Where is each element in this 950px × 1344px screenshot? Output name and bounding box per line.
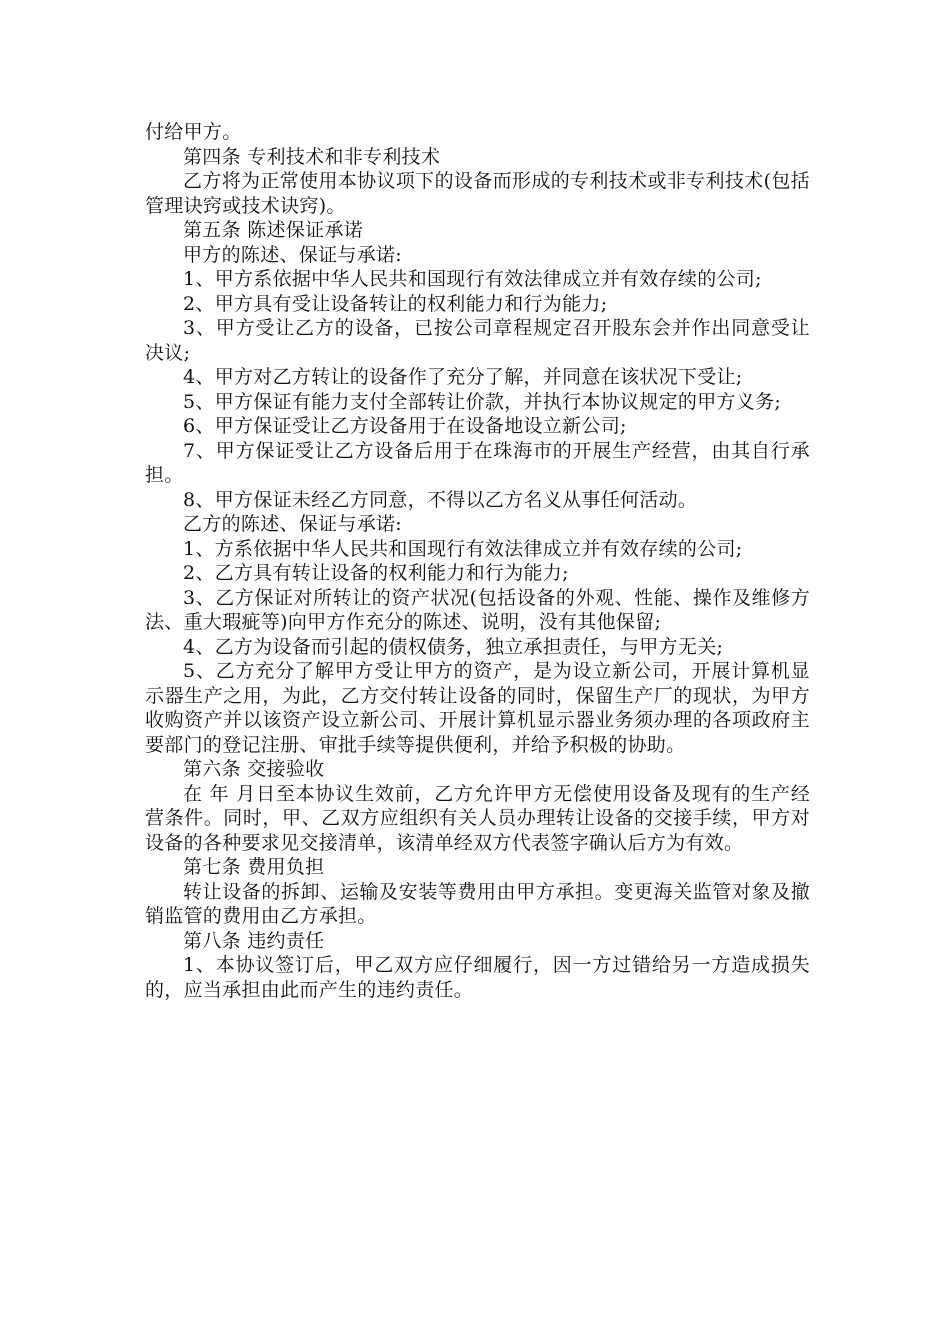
list-item: 1、方系依据中华人民共和国现行有效法律成立并有效存续的公司; [183, 537, 743, 560]
section-heading-article-7: 第七条 费用负担 [183, 856, 325, 878]
list-item: 1、甲方系依据中华人民共和国现行有效法律成立并有效存续的公司; [183, 268, 762, 290]
list-item: 6、甲方保证受让乙方设备用于在设备地设立新公司; [183, 415, 627, 437]
list-item: 4、甲方对乙方转让的设备作了充分了解，并同意在该状况下受让; [183, 366, 743, 388]
list-item: 1、本协议签订后，甲乙双方应仔细履行，因一方过错给另一方造成损失的，应当承担由此而产生的违约责任。 [145, 954, 810, 1001]
list-item: 5、乙方充分了解甲方受让甲方的资产，是为设立新公司，开展计算机显示器生产之用，为此，乙方交付转让设备的同时，保留生产厂的现状，为甲方收购资产并以该资产设立新公司、开展计算机显示器业务须办理的各项政府主要部门的登记注册、审批手续等提供便利，并给予积极的协助。 [145, 660, 810, 756]
paragraph: 转让设备的拆卸、运输及安装等费用由甲方承担。变更海关监管对象及撤销监管的费用由乙方承担。 [145, 880, 810, 927]
list-item: 3、甲方受让乙方的设备，已按公司章程规定召开股东会并作出同意受让决议; [145, 317, 810, 364]
paragraph: 在 年 月日至本协议生效前，乙方允许甲方无偿使用设备及现有的生产经营条件。同时，甲、乙双方应组织有关人员办理转让设备的交接手续，甲方对设备的各种要求见交接清单，该清单经双方代表签字确认后方为有效。 [145, 782, 810, 854]
list-item: 7、甲方保证受让乙方设备后用于在珠海市的开展生产经营，由其自行承担。 [145, 439, 810, 486]
subheading-party-a: 甲方的陈述、保证与承诺: [183, 243, 403, 266]
list-item: 5、甲方保证有能力支付全部转让价款，并执行本协议规定的甲方义务; [183, 390, 782, 413]
list-item: 3、乙方保证对所转让的资产状况(包括设备的外观、性能、操作及维修方法、重大瑕疵等)向甲方作充分的陈述、说明，没有其他保留; [145, 586, 810, 633]
section-heading-article-6: 第六条 交接验收 [183, 758, 325, 780]
list-item: 8、甲方保证未经乙方同意，不得以乙方名义从事任何活动。 [183, 488, 698, 511]
list-item: 2、乙方具有转让设备的权利能力和行为能力; [183, 562, 569, 584]
list-item: 2、甲方具有受让设备转让的权利能力和行为能力; [183, 292, 608, 315]
list-item: 4、乙方为设备而引起的债权债务，独立承担责任，与甲方无关; [183, 635, 724, 658]
section-heading-article-5: 第五条 陈述保证承诺 [183, 219, 364, 241]
section-heading-article-4: 第四条 专利技术和非专利技术 [183, 145, 441, 168]
section-heading-article-8: 第八条 违约责任 [183, 929, 325, 952]
paragraph: 付给甲方。 [145, 121, 242, 143]
paragraph: 乙方将为正常使用本协议项下的设备而形成的专利技术或非专利技术(包括管理诀窍或技术诀窍)。 [145, 170, 810, 217]
subheading-party-b: 乙方的陈述、保证与承诺: [183, 513, 403, 535]
